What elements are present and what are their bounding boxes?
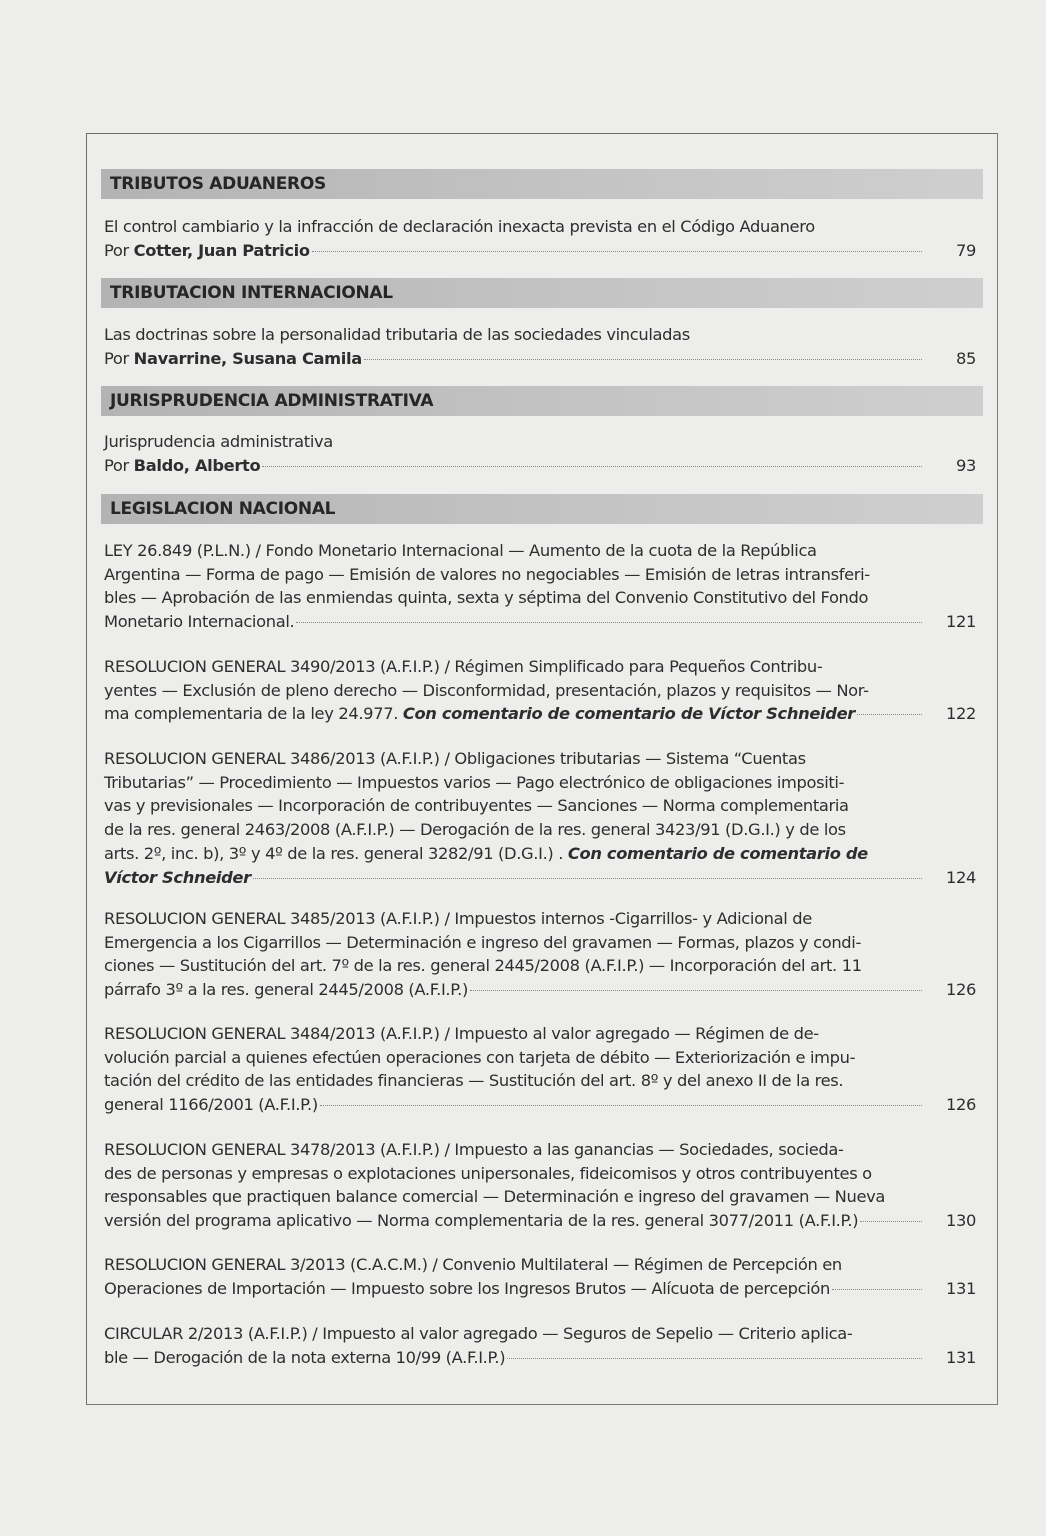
entry-last-line: ma complementaria de la ley 24.977. (104, 704, 399, 724)
entry-title-line: RESOLUCION GENERAL 3/2013 (C.A.C.M.) / Convenio Multilateral — Régimen de Percepción en (104, 1255, 842, 1274)
comment-credit: Con comentario de comentario de (567, 843, 868, 863)
entry-title-line: CIRCULAR 2/2013 (A.F.I.P.) / Impuesto al valor agregado — Seguros de Sepelio — Criterio aplica- (104, 1324, 853, 1343)
entry-title-line: yentes — Exclusión de pleno derecho — Disconformidad, presentación, plazos y requisitos — Nor- (104, 680, 869, 700)
page-number: 126 (945, 1095, 976, 1115)
page-number: 126 (945, 980, 976, 1000)
leader-dots (296, 622, 922, 623)
entry-last-line: Monetario Internacional. (104, 612, 295, 632)
leader-dots (320, 1105, 922, 1106)
entry-title-line: ciones — Sustitución del art. 7º de la res. general 2445/2008 (A.F.I.P.) — Incorporación del art. 11 (104, 956, 862, 976)
by-label: Por (104, 348, 129, 368)
entry-title-line: arts. 2º, inc. b), 3º y 4º de la res. general 3282/91 (D.G.I.) . (104, 843, 564, 863)
author-name: Baldo, Alberto (133, 455, 261, 475)
toc-entry[interactable] (104, 747, 976, 889)
by-label: Por (104, 240, 129, 260)
leader-dots (470, 990, 922, 991)
section-header: TRIBUTOS ADUANEROS (101, 169, 983, 199)
entry-title-line: RESOLUCION GENERAL 3478/2013 (A.F.I.P.) / Impuesto a las ganancias — Sociedades, socieda- (104, 1140, 844, 1159)
toc-entry[interactable] (104, 907, 976, 1002)
entry-title-line: de la res. general 2463/2008 (A.F.I.P.) — Derogación de la res. general 3423/91 (D.G.I.) y de los (104, 820, 846, 840)
entry-title-line: Tributarias” — Procedimiento — Impuestos varios — Pago electrónico de obligaciones impositi- (104, 772, 845, 792)
author-name: Navarrine, Susana Camila (133, 348, 362, 368)
entry-title-line: des de personas y empresas o explotaciones unipersonales, fideicomisos y otros contribuyentes o (104, 1163, 872, 1183)
entry-title-line: Las doctrinas sobre la personalidad tributaria de las sociedades vinculadas (104, 325, 690, 344)
leader-dots (262, 466, 922, 467)
page-number: 79 (955, 240, 976, 260)
entry-last-line: párrafo 3º a la res. general 2445/2008 (A.F.I.P.) (104, 980, 469, 1000)
section-header: LEGISLACION NACIONAL (101, 494, 983, 524)
leader-dots (312, 251, 922, 252)
entry-title-line: Argentina — Forma de pago — Emisión de valores no negociables — Emisión de letras intransferi- (104, 564, 870, 584)
leader-dots (860, 1221, 922, 1222)
comment-author: Víctor Schneider (104, 867, 251, 887)
page-number: 131 (945, 1347, 976, 1367)
leader-dots (253, 878, 922, 879)
page-number: 122 (945, 704, 976, 724)
toc-entry[interactable] (104, 1253, 976, 1300)
entry-title-line: Emergencia a los Cigarrillos — Determinación e ingreso del gravamen — Formas, plazos y condi- (104, 932, 861, 952)
page-number: 130 (945, 1211, 976, 1231)
entry-title-line: El control cambiario y la infracción de declaración inexacta prevista en el Código Aduanero (104, 217, 815, 236)
entry-title-line: vas y previsionales — Incorporación de contribuyentes — Sanciones — Norma complementaria (104, 796, 849, 816)
entry-title-line: Jurisprudencia administrativa (104, 432, 333, 451)
entry-title-line: tación del crédito de las entidades financieras — Sustitución del art. 8º y del anexo II de la res. (104, 1071, 844, 1091)
page-number: 85 (955, 348, 976, 368)
toc-entry[interactable] (104, 323, 976, 370)
entry-last-line: ble — Derogación de la nota externa 10/99 (A.F.I.P.) (104, 1347, 506, 1367)
entry-last-line: Operaciones de Importación — Impuesto sobre los Ingresos Brutos — Alícuota de percepción (104, 1278, 830, 1298)
entry-title-line: RESOLUCION GENERAL 3484/2013 (A.F.I.P.) / Impuesto al valor agregado — Régimen de de- (104, 1024, 819, 1043)
author-name: Cotter, Juan Patricio (133, 240, 310, 260)
leader-dots (364, 359, 922, 360)
toc-entry[interactable] (104, 1022, 976, 1117)
section-header: JURISPRUDENCIA ADMINISTRATIVA (101, 386, 983, 416)
entry-title-line: LEY 26.849 (P.L.N.) / Fondo Monetario Internacional — Aumento de la cuota de la República (104, 541, 817, 560)
toc-entry[interactable] (104, 655, 976, 726)
page-number: 121 (945, 612, 976, 632)
entry-title-line: volución parcial a quienes efectúen operaciones con tarjeta de débito — Exteriorización e impu- (104, 1047, 856, 1067)
leader-dots (857, 714, 922, 715)
page-number: 93 (955, 455, 976, 475)
entry-title-line: RESOLUCION GENERAL 3490/2013 (A.F.I.P.) / Régimen Simplificado para Pequeños Contribu- (104, 657, 823, 676)
page-number: 131 (945, 1278, 976, 1298)
page-number: 124 (945, 867, 976, 887)
entry-title-line: RESOLUCION GENERAL 3485/2013 (A.F.I.P.) / Impuestos internos -Cigarrillos- y Adicional de (104, 909, 812, 928)
entry-last-line: general 1166/2001 (A.F.I.P.) (104, 1095, 318, 1115)
toc-entry[interactable] (104, 430, 976, 477)
entry-title-line: responsables que practiquen balance comercial — Determinación e ingreso del gravamen — Nueva (104, 1187, 886, 1207)
by-label: Por (104, 455, 129, 475)
toc-entry[interactable] (104, 539, 976, 634)
section-header: TRIBUTACION INTERNACIONAL (101, 278, 983, 308)
entry-title-line: bles — Aprobación de las enmiendas quinta, sexta y séptima del Convenio Constitutivo del Fondo (104, 588, 869, 608)
comment-credit: Con comentario de comentario de Víctor Schneider (402, 704, 855, 724)
entry-title-line: RESOLUCION GENERAL 3486/2013 (A.F.I.P.) / Obligaciones tributarias — Sistema “Cuentas (104, 749, 806, 768)
leader-dots (832, 1289, 922, 1290)
toc-entry[interactable] (104, 1322, 976, 1369)
entry-last-line: versión del programa aplicativo — Norma complementaria de la res. general 3077/2011 (A.F.I.P.) (104, 1211, 859, 1231)
leader-dots (507, 1358, 922, 1359)
toc-entry[interactable] (104, 1138, 976, 1233)
toc-entry[interactable] (104, 215, 976, 262)
